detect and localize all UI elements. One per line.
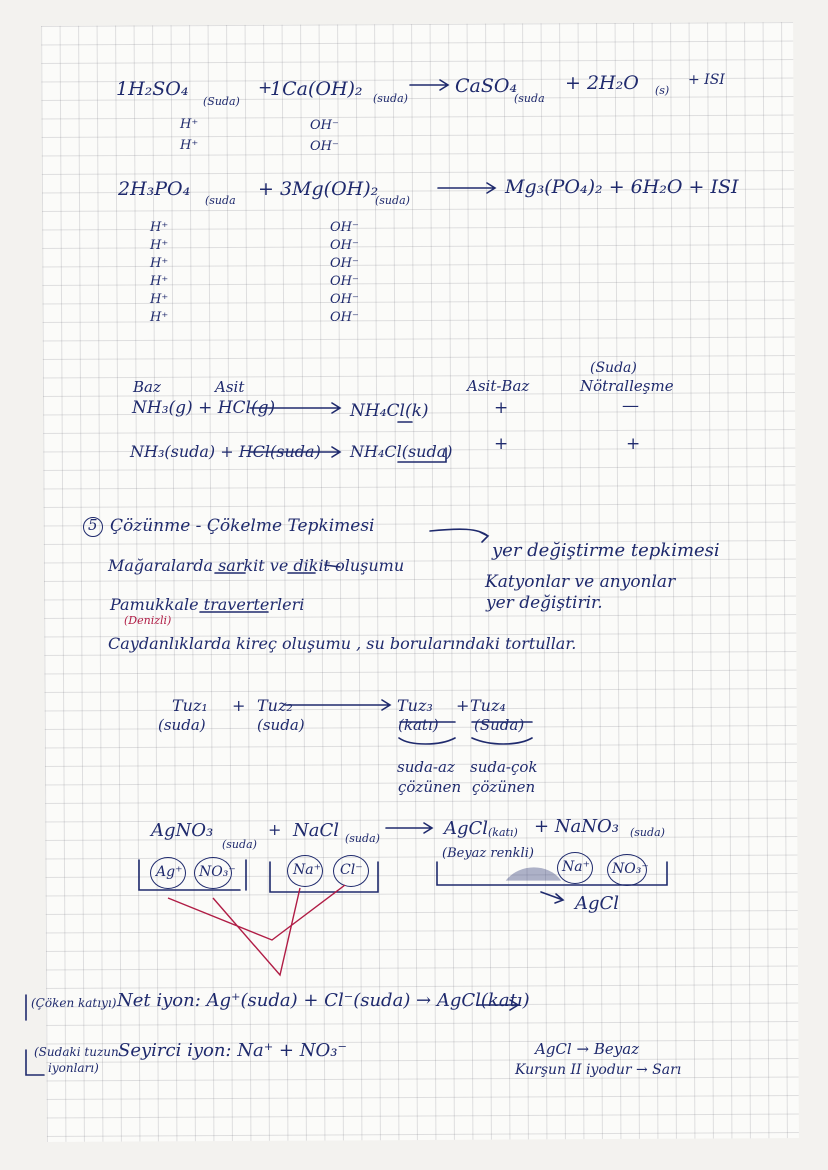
agno3: AgNO₃ [151, 820, 214, 841]
side-note: yer değiştirme tepkimesi [492, 540, 720, 561]
section-title: Çözünme - Çökelme Tepkimesi [110, 516, 375, 536]
ion-h: H⁺ [180, 117, 199, 132]
desc-az: suda-az [397, 758, 455, 776]
ion-h: H⁺ [150, 238, 169, 253]
eq1-caso4: CaSO₄ [455, 75, 518, 97]
nano3-state: (suda) [630, 826, 665, 839]
salt-plus: + [456, 696, 470, 715]
ion-h: H⁺ [150, 220, 169, 235]
tuz2: Tuz₂ [257, 696, 293, 715]
tuz4-state: (Suda) [474, 716, 525, 734]
precip-plus: + [268, 820, 282, 839]
col-notrallesme: Nötralleşme [580, 377, 674, 395]
label-baz: Baz [133, 378, 161, 396]
agcl-state: (katı) [488, 826, 518, 839]
tuz2-state: (suda) [257, 716, 305, 734]
note-line-a: Katyonlar ve anyonlar [485, 572, 676, 592]
desc-az-2: çözünen [398, 778, 462, 796]
cell-plus: + [494, 434, 509, 454]
tuz1-state: (suda) [158, 716, 206, 734]
eq1-heat: + ISI [688, 72, 725, 88]
no3-ion-right: NO₃⁻ [612, 861, 649, 877]
eq2-state: (suda [205, 194, 236, 207]
sudaki-note: (Sudaki tuzun [34, 1045, 119, 1059]
ion-h: H⁺ [150, 292, 169, 307]
eq1-water: + 2H₂O [565, 72, 639, 94]
coken-note: (Çöken katıyı) [31, 996, 117, 1010]
ion-h: H⁺ [180, 138, 199, 153]
cell-dash: — [622, 396, 639, 416]
ion-h: H⁺ [150, 256, 169, 271]
eq1-state: (suda [514, 92, 545, 105]
ion-h: H⁺ [150, 310, 169, 325]
section-number: 5 [88, 516, 98, 534]
ion-oh: OH⁻ [330, 274, 359, 289]
cell-plus: + [626, 434, 641, 454]
nacl: NaCl [293, 820, 340, 841]
eq1-h2so4: 1H₂SO₄ [116, 78, 189, 100]
nacl-state: (suda) [345, 832, 380, 845]
ag-ion: Ag⁺ [156, 864, 183, 880]
eq4-product: NH₄Cl(suda) [350, 442, 453, 461]
salt-plus: + [232, 696, 246, 715]
tuz1: Tuz₁ [172, 696, 208, 715]
beyaz-note: (Beyaz renkli) [442, 846, 534, 861]
tuz3-state: (katı) [398, 716, 439, 734]
eq4-reactants: NH₃(suda) + HCl(suda) [130, 442, 321, 461]
net-ion-equation: Net iyon: Ag⁺(suda) + Cl⁻(suda) → AgCl(katı) [117, 990, 530, 1011]
nano3: + NaNO₃ [534, 816, 620, 837]
tuz4: Tuz₄ [470, 696, 506, 715]
agcl: AgCl [444, 818, 489, 839]
ion-oh: OH⁻ [330, 238, 359, 253]
ion-oh: OH⁻ [330, 220, 359, 235]
eq1-plus: + [258, 78, 273, 98]
ion-oh: OH⁻ [330, 256, 359, 271]
eq1-state: (Suda) [203, 95, 240, 108]
example-3: Caydanlıklarda kireç oluşumu , su borularındaki tortullar. [108, 634, 577, 653]
col-asit-baz: Asit-Baz [467, 377, 530, 395]
na-ion: Na⁺ [293, 862, 321, 878]
ion-oh: OH⁻ [330, 310, 359, 325]
agcl-precipitate-label: AgCl [575, 893, 620, 914]
denizli-note: (Denizli) [124, 614, 172, 627]
label-asit: Asit [215, 378, 245, 396]
agcl-beyaz: AgCl → Beyaz [535, 1040, 640, 1058]
desc-cok: suda-çok [470, 758, 538, 776]
kursun-note: Kurşun II iyodur → Sarı [515, 1062, 682, 1078]
example-2: Pamukkale traverterleri [110, 595, 305, 614]
no3-ion: NO₃⁻ [199, 864, 236, 880]
cell-plus: + [494, 398, 509, 418]
na-ion-right: Na⁺ [562, 859, 590, 875]
ion-oh: OH⁻ [310, 118, 339, 133]
eq1-state: (s) [655, 84, 670, 97]
ion-oh: OH⁻ [310, 139, 339, 154]
eq2-h3po4: 2H₃PO₄ [118, 178, 191, 200]
tuz3: Tuz₃ [397, 696, 433, 715]
spectator-ions: Seyirci iyon: Na⁺ + NO₃⁻ [118, 1040, 347, 1061]
cl-ion: Cl⁻ [340, 862, 363, 878]
eq2-mgoh2: + 3Mg(OH)₂ [258, 178, 379, 200]
example-1: Mağaralarda sarkit ve dikit oluşumu [108, 556, 405, 575]
desc-cok-2: çözünen [472, 778, 536, 796]
note-line-b: yer değiştirir. [486, 593, 603, 613]
sudaki-note-2: iyonları) [48, 1061, 99, 1075]
col-suda: (Suda) [590, 360, 637, 376]
eq3-product: NH₄Cl(k) [350, 401, 429, 421]
eq1-caoh2: 1Ca(OH)₂ [270, 78, 363, 100]
ion-oh: OH⁻ [330, 292, 359, 307]
eq3-reactants: NH₃(g) + HCl(g) [132, 398, 276, 418]
ion-h: H⁺ [150, 274, 169, 289]
eq2-products: Mg₃(PO₄)₂ + 6H₂O + ISI [505, 176, 739, 198]
eq2-state: (suda) [375, 194, 410, 207]
eq1-state: (suda) [373, 92, 408, 105]
agno3-state: (suda) [222, 838, 257, 851]
